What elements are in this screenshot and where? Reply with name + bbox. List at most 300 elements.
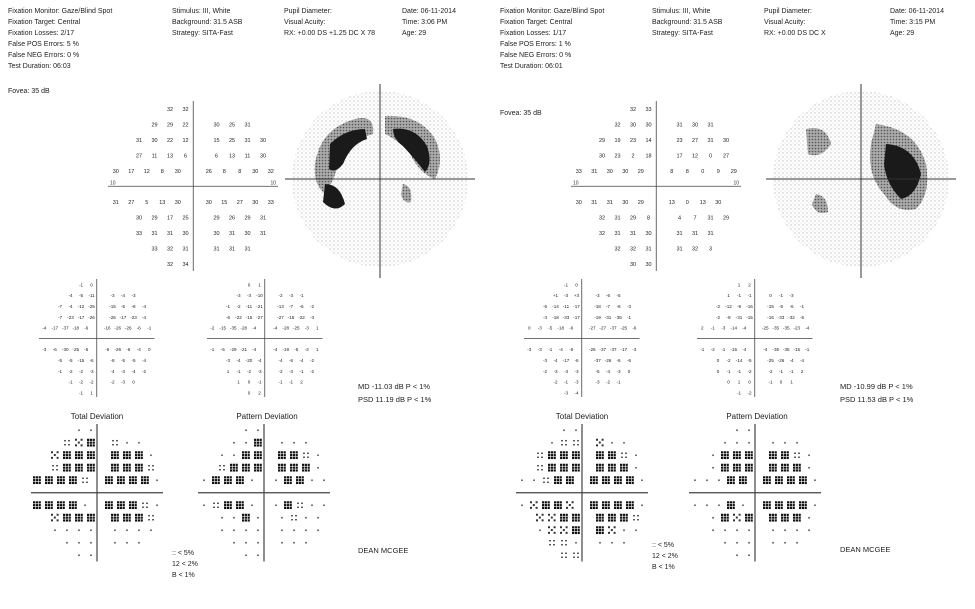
prob-symbol-normal: [599, 542, 601, 544]
prob-symbol-p5: [561, 540, 567, 546]
legend-item: 12 < 2%: [652, 553, 678, 560]
grid-value: -15: [793, 346, 801, 352]
grid-value: 30: [629, 122, 636, 128]
grid-value: 8: [222, 168, 226, 175]
prob-symbol-p1: [548, 452, 556, 460]
prob-symbol-normal: [718, 480, 720, 482]
grid-value: -21: [240, 346, 248, 352]
prob-symbol-p1: [793, 514, 801, 522]
header-line: Visual Acuity:: [284, 19, 326, 26]
prob-symbol-p2: [596, 439, 604, 447]
prob-symbol-normal: [54, 530, 56, 532]
prob-symbol-p5: [142, 503, 148, 509]
prob-symbol-p1: [105, 477, 113, 485]
grid-value: -3: [553, 368, 558, 374]
grid-value: 31: [112, 199, 119, 206]
prob-symbol-p1: [296, 477, 304, 485]
grid-value: -35: [772, 325, 780, 331]
prob-symbol-p1: [787, 477, 795, 485]
prob-symbol-p1: [721, 452, 729, 460]
grid-value: 31: [707, 137, 714, 144]
grid-value: 32: [182, 106, 189, 113]
prob-symbol-normal: [66, 542, 68, 544]
prob-symbol-normal: [748, 555, 750, 557]
prob-symbol-p1: [87, 514, 95, 522]
grid-value: -2: [716, 303, 721, 309]
grid-value: -35: [230, 325, 237, 331]
grid-value: -17: [119, 314, 127, 320]
grid-value: 29: [730, 168, 737, 175]
prob-symbol-normal: [742, 505, 744, 507]
grid-value: -4: [742, 325, 747, 331]
prob-symbol-p5: [537, 465, 543, 471]
grid-value: 30: [174, 168, 181, 175]
prob-symbol-normal: [635, 530, 637, 532]
prob-symbol-p5: [82, 478, 88, 484]
grid-svg: [39, 279, 155, 398]
prob-symbol-p1: [781, 514, 789, 522]
grid-value: 31: [629, 230, 636, 237]
prob-symbol-normal: [539, 530, 541, 532]
grid-value: -31: [735, 314, 743, 320]
prob-symbol-p1: [284, 502, 292, 510]
grid-value: 31: [259, 230, 266, 237]
grid-value: -3: [574, 368, 579, 374]
grid-value: -4: [131, 368, 136, 374]
grid-value: 31: [182, 246, 189, 252]
grid-value: 2: [258, 389, 262, 395]
grid-value: 29: [244, 215, 251, 221]
grid-value: -2: [710, 346, 716, 352]
grid-value: -4: [252, 346, 257, 352]
prob-symbol-p1: [242, 464, 250, 472]
grid-value: -17: [573, 314, 581, 320]
psd-value: PSD 11.19 dB P < 1%: [358, 395, 432, 404]
grid-value: -6: [105, 346, 110, 352]
prob-symbol-normal: [233, 442, 235, 444]
header-line: Strategy: SITA-Fast: [652, 30, 713, 37]
prob-symbol-p1: [57, 502, 65, 510]
grid-value: -2: [79, 379, 84, 385]
prob-symbol-normal: [718, 505, 720, 507]
grid-value: 31: [166, 230, 173, 237]
grid-value: -2: [89, 379, 94, 385]
grid-value: -27: [256, 314, 264, 320]
prob-symbol-p1: [745, 452, 753, 460]
patient-name: DEAN MCGEE: [840, 545, 891, 554]
prob-symbol-p5: [297, 503, 303, 509]
grid-value: -4: [121, 292, 126, 298]
grid-value: 29: [598, 137, 605, 144]
grid-value: -5: [569, 346, 574, 352]
legend-item: :: < 5%: [652, 542, 674, 549]
prob-symbol-normal: [305, 530, 307, 532]
header-line: Strategy: SITA-Fast: [172, 30, 233, 37]
prob-symbol-p1: [69, 477, 77, 485]
prob-symbol-normal: [78, 430, 80, 432]
grid-value: 30: [259, 137, 266, 144]
grid-value: 30: [645, 230, 652, 237]
grid-value: -28: [282, 325, 290, 331]
prob-symbol-p1: [75, 464, 83, 472]
header-line: Time: 3:15 PM: [890, 19, 936, 26]
grid-value: -3: [247, 292, 252, 298]
prob-symbol-normal: [736, 530, 738, 532]
grid-value: -3: [110, 292, 115, 298]
grid-value: -5: [58, 357, 63, 363]
grid-value: -17: [77, 314, 85, 320]
grid-value: -8: [616, 303, 621, 309]
prob-symbol-normal: [323, 505, 325, 507]
grid-value: 5: [144, 199, 149, 206]
grid-value: -2: [553, 379, 558, 385]
grid-value: -1: [147, 325, 152, 331]
header-col-pupil: [764, 6, 826, 39]
global-indices: [840, 380, 913, 406]
grid-value: -15: [287, 314, 295, 320]
prob-symbol-p1: [111, 514, 119, 522]
grid-value: 22: [182, 122, 189, 128]
grid-value: -14: [730, 325, 738, 331]
grid-value: 1: [226, 368, 230, 374]
grid-value: 0: [716, 368, 720, 374]
prob-symbol-normal: [796, 442, 798, 444]
grid-value: -16: [104, 325, 111, 331]
prob-symbol-p1: [63, 452, 71, 460]
grid-value: -3: [574, 379, 579, 385]
grid-value: 31: [707, 215, 714, 221]
grid-value: 30: [251, 199, 259, 206]
grid-value: -3: [564, 368, 569, 374]
prob-symbol-normal: [156, 505, 158, 507]
prob-symbol-p1: [75, 452, 83, 460]
prob-symbol-normal: [736, 442, 738, 444]
prob-symbol-normal: [551, 442, 553, 444]
grid-value: -4: [763, 346, 768, 352]
prob-symbol-normal: [575, 542, 577, 544]
prob-symbol-p1: [135, 452, 143, 460]
grid-value: 32: [166, 106, 173, 113]
grid-value: 1: [790, 379, 794, 385]
grid-value: 34: [182, 261, 189, 268]
grid-value: -5: [131, 357, 136, 363]
prob-symbol-normal: [641, 480, 643, 482]
grid-value: -15: [219, 325, 227, 331]
prob-symbol-p2: [51, 452, 59, 460]
grid-svg: [516, 424, 648, 562]
prob-symbol-p1: [608, 464, 616, 472]
grid-value: -26: [109, 314, 117, 320]
grid-value: -26: [125, 325, 132, 331]
prob-symbol-p1: [799, 477, 807, 485]
grid-value: 31: [691, 230, 698, 237]
prob-symbol-p5: [148, 465, 154, 471]
grid-value: -1: [726, 368, 731, 374]
grid-value: -8: [131, 303, 136, 309]
grid-value: -5: [68, 357, 73, 363]
grid-value: 31: [676, 230, 683, 237]
grid-value: 30: [205, 199, 212, 206]
prob-symbol-normal: [808, 517, 810, 519]
prob-symbol-p1: [596, 464, 604, 472]
prob-symbol-normal: [90, 530, 92, 532]
grid-value: 30: [645, 261, 652, 268]
prob-symbol-p1: [560, 452, 568, 460]
prob-symbol-p1: [614, 477, 622, 485]
grid-value: -1: [79, 389, 84, 395]
header-line: Fixation Target: Central: [8, 19, 81, 26]
grid-value: -25: [88, 303, 96, 309]
prob-symbol-p1: [123, 514, 131, 522]
grid-value: -1: [779, 292, 784, 298]
grid-value: +3: [574, 292, 580, 298]
prob-symbol-normal: [245, 430, 247, 432]
grid-value: -5: [616, 292, 621, 298]
prob-symbol-normal: [814, 505, 816, 507]
prob-symbol-normal: [748, 530, 750, 532]
prob-symbol-normal: [748, 442, 750, 444]
grid-value: 2: [300, 379, 304, 385]
prob-symbol-normal: [90, 430, 92, 432]
prob-symbol-p1: [572, 452, 580, 460]
grid-value: 29: [166, 122, 173, 128]
grid-value: -1: [278, 379, 283, 385]
grid-value: -3: [289, 292, 294, 298]
grid-value: -4: [252, 325, 257, 331]
prob-symbol-p1: [45, 477, 53, 485]
greyscale-field-plot: [766, 84, 956, 283]
grid-value: -6: [226, 314, 231, 320]
prob-symbol-p1: [33, 502, 41, 510]
grid-value: -3: [632, 346, 637, 352]
grid-value: -4: [236, 357, 241, 363]
prob-symbol-normal: [611, 542, 613, 544]
prob-symbol-normal: [138, 442, 140, 444]
grid-value: 31: [244, 137, 251, 144]
prob-symbol-normal: [114, 530, 116, 532]
pattern-deviation-label: Pattern Deviation: [726, 412, 788, 421]
grid-value: -15: [245, 314, 253, 320]
grid-value: -1: [737, 368, 742, 374]
prob-symbol-p2: [566, 502, 574, 510]
prob-symbol-normal: [748, 430, 750, 432]
grid-value: 32: [598, 230, 605, 237]
pattern-deviation-label: Pattern Deviation: [236, 412, 298, 421]
grid-value: -37: [599, 346, 607, 352]
grid-value: -2: [278, 292, 283, 298]
grid-value: -8: [110, 357, 115, 363]
grid-value: -7: [58, 314, 63, 320]
grid-value: 25: [228, 122, 235, 128]
grid-value: -18: [72, 325, 80, 331]
prob-symbol-normal: [784, 542, 786, 544]
header-line: Test Duration: 06:01: [500, 63, 563, 70]
sensitivity-grid: [108, 101, 279, 272]
grid-value: -33: [562, 314, 570, 320]
grid-value: -1: [564, 281, 569, 287]
grid-value: 30: [174, 199, 181, 206]
grid-value: -3: [595, 292, 600, 298]
grid-value: -2: [747, 368, 752, 374]
grid-value: 31: [590, 199, 598, 206]
prob-symbol-p1: [721, 464, 729, 472]
prob-symbol-normal: [293, 530, 295, 532]
header-line: Fixation Monitor: Gaze/Blind Spot: [500, 8, 605, 15]
prob-symbol-p1: [775, 502, 783, 510]
prob-symbol-p1: [278, 464, 286, 472]
grid-value: -3: [789, 292, 794, 298]
grid-value: 2: [701, 325, 704, 331]
grid-value: 0: [575, 281, 579, 287]
prob-symbol-p5: [219, 465, 225, 471]
grid-value: -4: [574, 389, 579, 395]
prob-symbol-normal: [221, 517, 223, 519]
grid-value: -29: [230, 346, 237, 352]
prob-symbol-normal: [808, 467, 810, 469]
prob-symbol-p5: [52, 465, 58, 471]
prob-symbol-p1: [626, 502, 634, 510]
prob-symbol-normal: [317, 467, 319, 469]
prob-symbol-normal: [281, 530, 283, 532]
fovea-value: Fovea: 35 dB: [8, 88, 50, 95]
grid-value: 31: [707, 122, 714, 128]
grid-svg: [524, 279, 640, 398]
prob-symbol-p1: [123, 464, 131, 472]
grid-value: -6: [616, 357, 621, 363]
grid-value: -35: [615, 314, 623, 320]
grid-value: -1: [700, 346, 705, 352]
prob-symbol-normal: [293, 442, 295, 444]
prob-symbol-p1: [212, 477, 220, 485]
prob-symbol-normal: [706, 480, 708, 482]
prob-symbol-normal: [203, 480, 205, 482]
prob-symbol-p1: [793, 464, 801, 472]
prob-symbol-normal: [150, 455, 152, 457]
prob-symbol-normal: [575, 430, 577, 432]
prob-symbol-normal: [623, 542, 625, 544]
prob-symbol-p1: [769, 514, 777, 522]
grid-value: -16: [767, 314, 775, 320]
grid-value: -5: [595, 368, 600, 374]
grid-value: -2: [543, 368, 548, 374]
grid-value: 31: [707, 230, 714, 237]
grid-value: 31: [614, 230, 621, 237]
prob-symbol-p1: [63, 514, 71, 522]
prob-symbol-normal: [78, 555, 80, 557]
grid-value: 1: [737, 281, 741, 287]
grid-value: -4: [553, 357, 558, 363]
grid-value: -11: [88, 292, 95, 298]
grid-value: -32: [788, 314, 796, 320]
prob-symbol-normal: [293, 542, 295, 544]
prob-symbol-p2: [530, 502, 538, 510]
header-col-fixation: [500, 6, 604, 72]
header-line: Age: 29: [890, 30, 915, 37]
prob-symbol-p1: [69, 502, 77, 510]
prob-symbol-normal: [257, 555, 259, 557]
grid-value: 31: [645, 246, 652, 252]
grid-value: 0: [779, 379, 783, 385]
grid-value: -25: [762, 325, 769, 331]
prob-symbol-normal: [311, 505, 313, 507]
grid-value: -18: [594, 303, 602, 309]
prob-symbol-normal: [203, 505, 205, 507]
prob-symbol-p1: [33, 477, 41, 485]
sensitivity-grid: [571, 101, 742, 272]
prob-symbol-p1: [733, 464, 741, 472]
grid-value: -5: [84, 346, 89, 352]
grid-value: 29: [637, 199, 644, 206]
prob-symbol-p1: [87, 464, 95, 472]
grid-value: 32: [598, 215, 605, 221]
axis-tick-label: 10: [733, 180, 739, 186]
prob-symbol-p1: [769, 452, 777, 460]
grid-value: 31: [259, 215, 266, 221]
grid-value: 30: [259, 153, 266, 159]
axis-tick-label: 10: [270, 180, 276, 186]
grid-value: -3: [527, 346, 532, 352]
grid-value: -1: [236, 368, 241, 374]
grid-value: -26: [604, 357, 612, 363]
grid-value: 13: [668, 199, 675, 206]
prob-symbol-p1: [554, 477, 562, 485]
grid-value: -27: [277, 314, 285, 320]
prob-symbol-normal: [784, 530, 786, 532]
grid-value: -3: [257, 368, 262, 374]
grid-value: 30: [598, 153, 605, 159]
prob-symbol-p1: [117, 502, 125, 510]
prob-symbol-p1: [129, 477, 137, 485]
grid-value: 7: [693, 215, 697, 221]
prob-symbol-p1: [566, 477, 574, 485]
grid-value: -4: [110, 368, 115, 374]
grid-value: -2: [68, 368, 73, 374]
grid-value: 13: [228, 153, 235, 159]
grid-value: -3: [537, 346, 543, 352]
prob-symbol-normal: [126, 530, 128, 532]
grid-value: -2: [79, 368, 84, 374]
grid-value: -13: [277, 303, 285, 309]
prob-symbol-p5: [291, 515, 297, 521]
grid-value: -3: [310, 314, 315, 320]
grid-value: -4: [142, 314, 147, 320]
grid-value: -1: [289, 379, 294, 385]
prob-symbol-normal: [84, 505, 86, 507]
total-deviation-numeric-grid: [524, 279, 640, 398]
axis-tick-label: 10: [572, 180, 579, 186]
grid-value: 0: [727, 379, 731, 385]
prob-symbol-normal: [635, 455, 637, 457]
grid-value: -35: [783, 346, 790, 352]
prob-symbol-normal: [784, 442, 786, 444]
grid-value: 30: [112, 168, 119, 175]
prob-symbol-normal: [275, 480, 277, 482]
grid-value: -2: [768, 368, 773, 374]
grid-value: -6: [136, 325, 142, 331]
grid-value: -19: [594, 314, 602, 320]
grid-value: -4: [789, 357, 794, 363]
prob-symbol-normal: [233, 455, 235, 457]
grid-value: -6: [84, 325, 89, 331]
prob-symbol-p1: [596, 527, 604, 535]
prob-symbol-normal: [245, 542, 247, 544]
grid-value: 8: [160, 168, 164, 175]
prob-symbol-p1: [596, 514, 604, 522]
grid-value: -1: [768, 379, 773, 385]
grid-value: -2: [210, 325, 215, 331]
prob-symbol-normal: [712, 517, 714, 519]
pattern-deviation-probability-plot: [198, 424, 330, 562]
